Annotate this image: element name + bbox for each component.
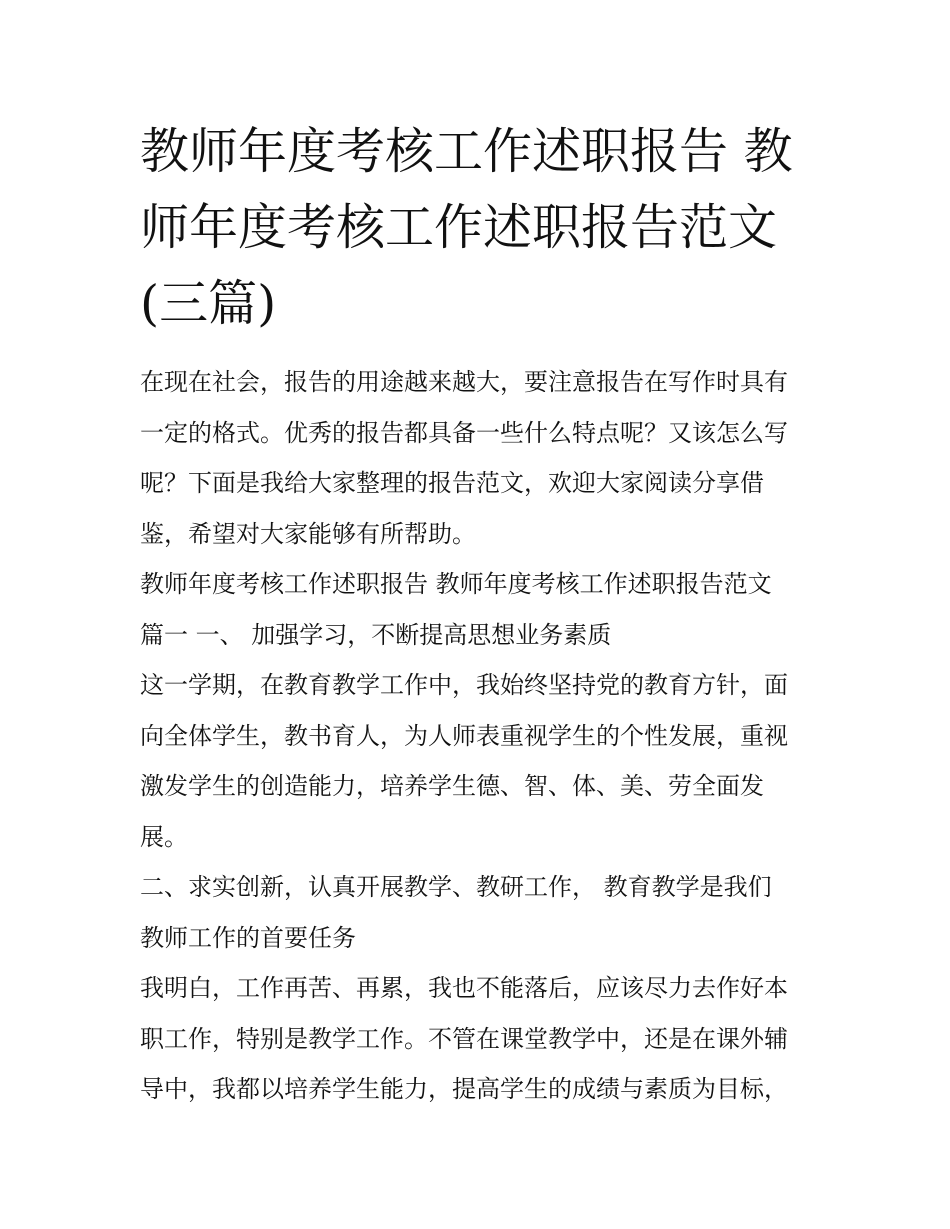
document-title [140, 114, 820, 342]
title-line: (三篇) [140, 275, 277, 332]
body-line: 向全体学生，教书育人，为人师表重视学生的个性发展，重视 [140, 721, 788, 750]
body-line: 这一学期，在教育教学工作中，我始终坚持党的教育方针，面 [140, 671, 788, 699]
body-line: 鉴，希望对大家能够有所帮助。 [140, 519, 476, 548]
title-line: 师年度考核工作述职报告范文 [140, 199, 778, 256]
section-heading-line: 教师工作的首要任务 [140, 923, 356, 952]
document-body [140, 357, 820, 1115]
body-line: 职工作，特别是教学工作。不管在课堂教学中，还是在课外辅 [140, 1024, 788, 1053]
body-line: 我明白，工作再苦、再累，我也不能落后，应该尽力去作好本 [140, 974, 788, 1002]
body-line: 在现在社会，报告的用途越来越大，要注意报告在写作时具有 [140, 368, 788, 396]
section-heading-line: 篇一 一、 加强学习，不断提高思想业务素质 [140, 620, 612, 649]
body-line: 一定的格式。优秀的报告都具备一些什么特点呢？又该怎么写 [140, 418, 788, 447]
body-line: 呢？下面是我给大家整理的报告范文，欢迎大家阅读分享借 [140, 469, 764, 497]
document-content [140, 114, 820, 1115]
section-heading-line: 教师年度考核工作述职报告 教师年度考核工作述职报告范文 [140, 570, 772, 598]
title-line: 教师年度考核工作述职报告 教 [140, 123, 793, 180]
body-line: 激发学生的创造能力，培养学生德、智、体、美、劳全面发 [140, 772, 764, 800]
body-line: 导中，我都以培养学生能力，提高学生的成绩与素质为目标， [140, 1075, 788, 1103]
section-heading-line: 二、求实创新，认真开展教学、教研工作， 教育教学是我们 [140, 873, 772, 901]
body-line: 展。 [140, 822, 188, 851]
